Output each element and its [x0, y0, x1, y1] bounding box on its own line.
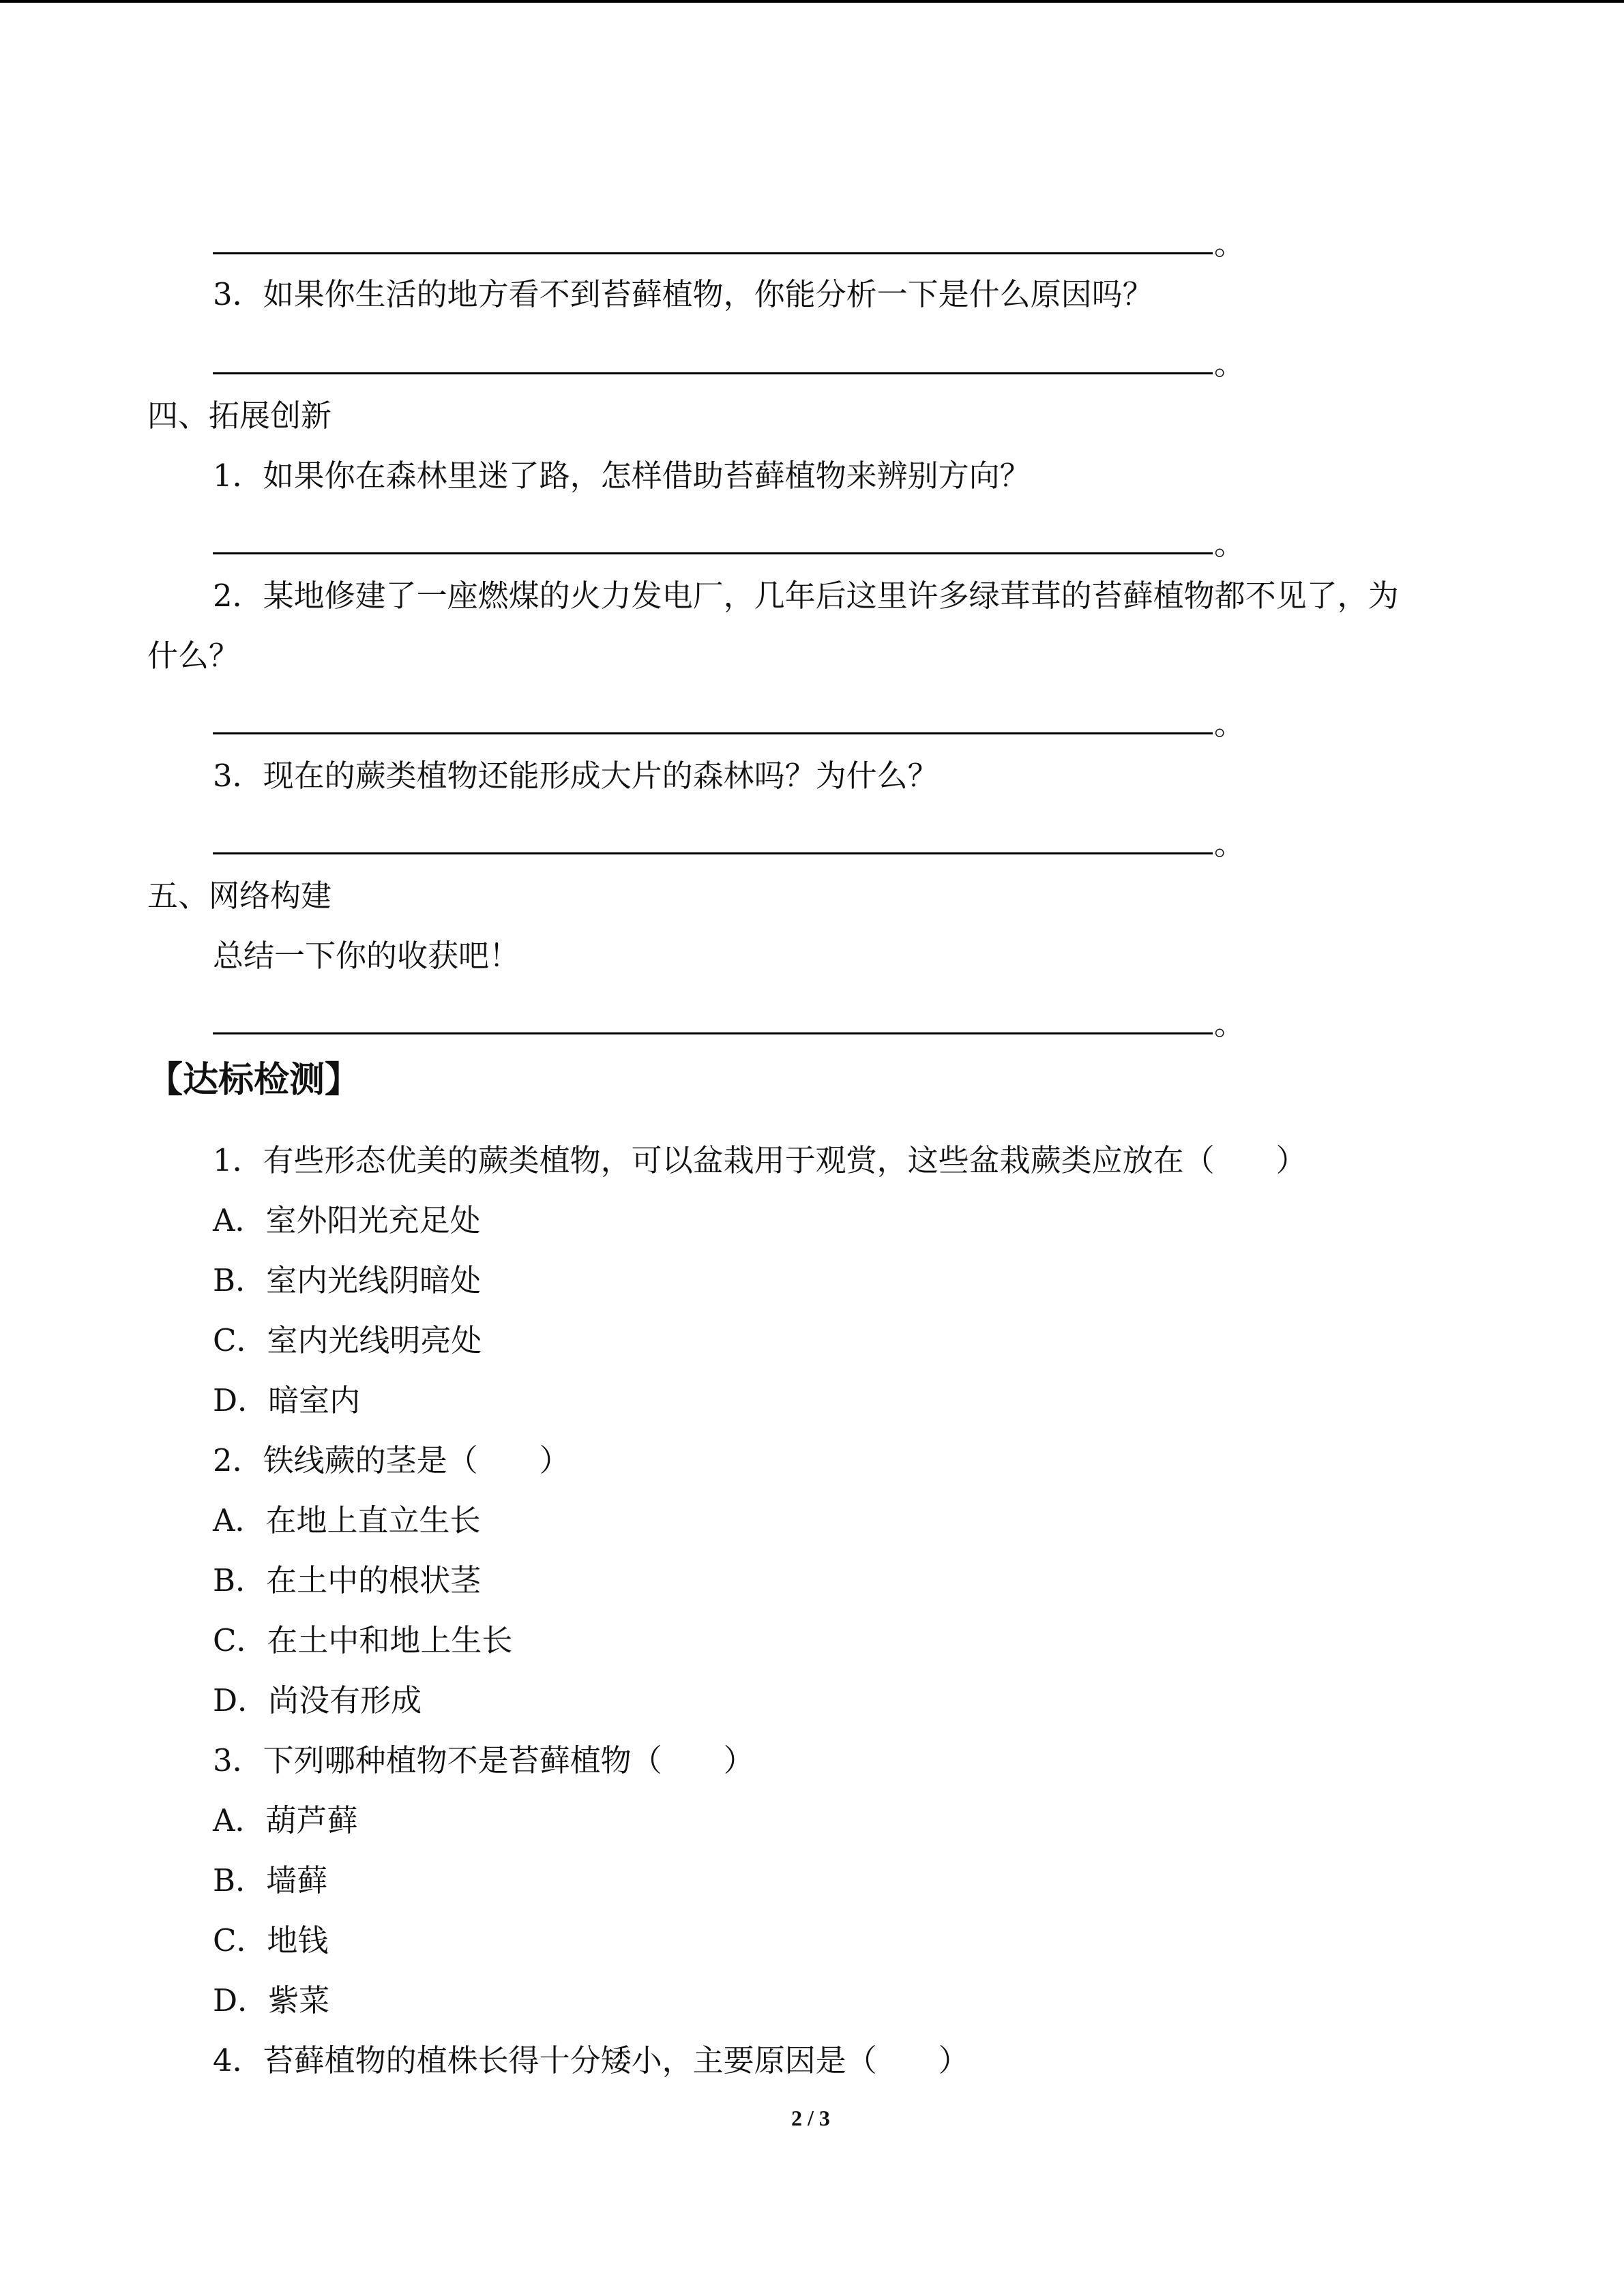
question-section3-q3: 3．如果你生活的地方看不到苔藓植物，你能分析一下是什么原因吗？: [213, 276, 1153, 312]
mc-question-2: 2．铁线蕨的茎是（ ）: [213, 1442, 570, 1478]
answer-line-period: 。: [1214, 826, 1245, 862]
answer-line[interactable]: [213, 732, 1213, 734]
answer-line[interactable]: [213, 1032, 1213, 1034]
section5-prompt: 总结一下你的收获吧！: [213, 938, 520, 974]
page-top-border: [0, 0, 1624, 3]
answer-line[interactable]: [213, 552, 1213, 554]
section-heading-network: 五、网络构建: [147, 878, 332, 914]
answer-line-period: 。: [1214, 346, 1245, 382]
answer-line[interactable]: [213, 372, 1213, 374]
question-section4-q2-line1: 2．某地修建了一座燃煤的火力发电厂，几年后这里许多绿茸茸的苔藓植物都不见了，为: [213, 578, 1399, 614]
mc-q2-option-a[interactable]: A．在地上直立生长: [213, 1502, 481, 1538]
question-section4-q2-line2: 什么？: [147, 638, 240, 674]
mc-q1-option-b[interactable]: B．室内光线阴暗处: [213, 1262, 482, 1298]
answer-line-period: 。: [1214, 526, 1245, 562]
mc-question-1: 1．有些形态优美的蕨类植物，可以盆栽用于观赏，这些盆栽蕨类应放在（ ）: [213, 1142, 1307, 1178]
assessment-heading: 【达标检测】: [147, 1060, 361, 1101]
answer-line[interactable]: [213, 252, 1213, 254]
mc-q2-option-d[interactable]: D．尚没有形成: [213, 1682, 422, 1718]
page-number: 2 / 3: [791, 2106, 830, 2130]
mc-q1-option-c[interactable]: C．室内光线明亮处: [213, 1322, 482, 1358]
mc-q1-option-d[interactable]: D．暗室内: [213, 1382, 361, 1418]
section-heading-extension: 四、拓展创新: [147, 398, 332, 434]
mc-q3-option-d[interactable]: D．紫菜: [213, 1982, 330, 2018]
answer-line-period: 。: [1214, 226, 1245, 262]
answer-line[interactable]: [213, 852, 1213, 854]
answer-line-period: 。: [1214, 1006, 1245, 1042]
mc-q3-option-b[interactable]: B．墙藓: [213, 1862, 328, 1898]
mc-q2-option-c[interactable]: C．在土中和地上生长: [213, 1622, 513, 1658]
mc-question-4: 4．苔藓植物的植株长得十分矮小，主要原因是（ ）: [213, 2042, 969, 2078]
mc-question-3: 3．下列哪种植物不是苔藓植物（ ）: [213, 1742, 754, 1778]
mc-q1-option-a[interactable]: A．室外阳光充足处: [213, 1202, 481, 1238]
mc-q2-option-b[interactable]: B．在土中的根状茎: [213, 1562, 482, 1598]
question-section4-q1: 1．如果你在森林里迷了路，怎样借助苔藓植物来辨别方向？: [213, 458, 1031, 494]
answer-line-period: 。: [1214, 706, 1245, 742]
mc-q3-option-c[interactable]: C．地钱: [213, 1922, 329, 1958]
question-section4-q3: 3．现在的蕨类植物还能形成大片的森林吗？为什么？: [213, 758, 939, 794]
mc-q3-option-a[interactable]: A．葫芦藓: [213, 1802, 358, 1838]
